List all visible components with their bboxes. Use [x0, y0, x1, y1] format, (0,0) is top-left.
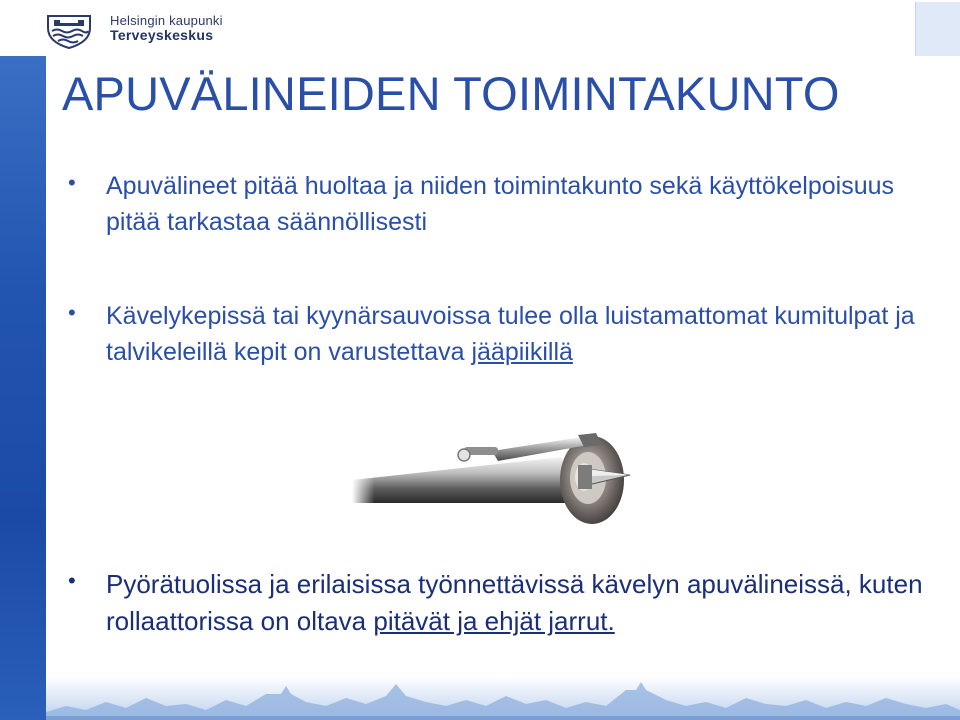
bullet-text: Apuvälineet pitää huoltaa ja niiden toimintakunto sekä käyttökelpoisuus pitää tarkastaa säännöllisesti: [106, 172, 895, 236]
corner-decoration: [915, 2, 960, 56]
slide-title: APUVÄLINEIDEN TOIMINTAKUNTO: [62, 67, 840, 120]
left-bar-top: [0, 0, 46, 56]
helsinki-crest-icon: [44, 14, 94, 50]
bullet-text: [106, 566, 936, 640]
bullet-text: [106, 298, 936, 370]
left-accent-bar: [0, 56, 46, 720]
bullet-text-part: Kävelykepissä tai kyynärsauvoissa tulee olla luistamattomat kumitulpat ja talvikeleillä kepit on varustettava: [106, 302, 915, 366]
bullet-dot-icon: •: [68, 300, 76, 325]
bullet-dot-icon: •: [68, 568, 76, 593]
bullet-dot-icon: •: [68, 170, 76, 195]
city-skyline-decoration: [46, 676, 960, 720]
ice-spike-link[interactable]: jääpiikillä: [471, 338, 573, 366]
brakes-link[interactable]: pitävät ja ehjät jarrut.: [373, 606, 615, 636]
organization-unit: Terveyskeskus: [110, 27, 214, 43]
bullet-text-part: Pyörätuolissa ja erilaisissa työnnettävissä kävelyn apuvälineissä, kuten rollaattorissa on oltava: [106, 569, 923, 636]
organization-name: Helsingin kaupunki: [110, 13, 223, 28]
cane-ice-spike-photo: [352, 385, 674, 545]
